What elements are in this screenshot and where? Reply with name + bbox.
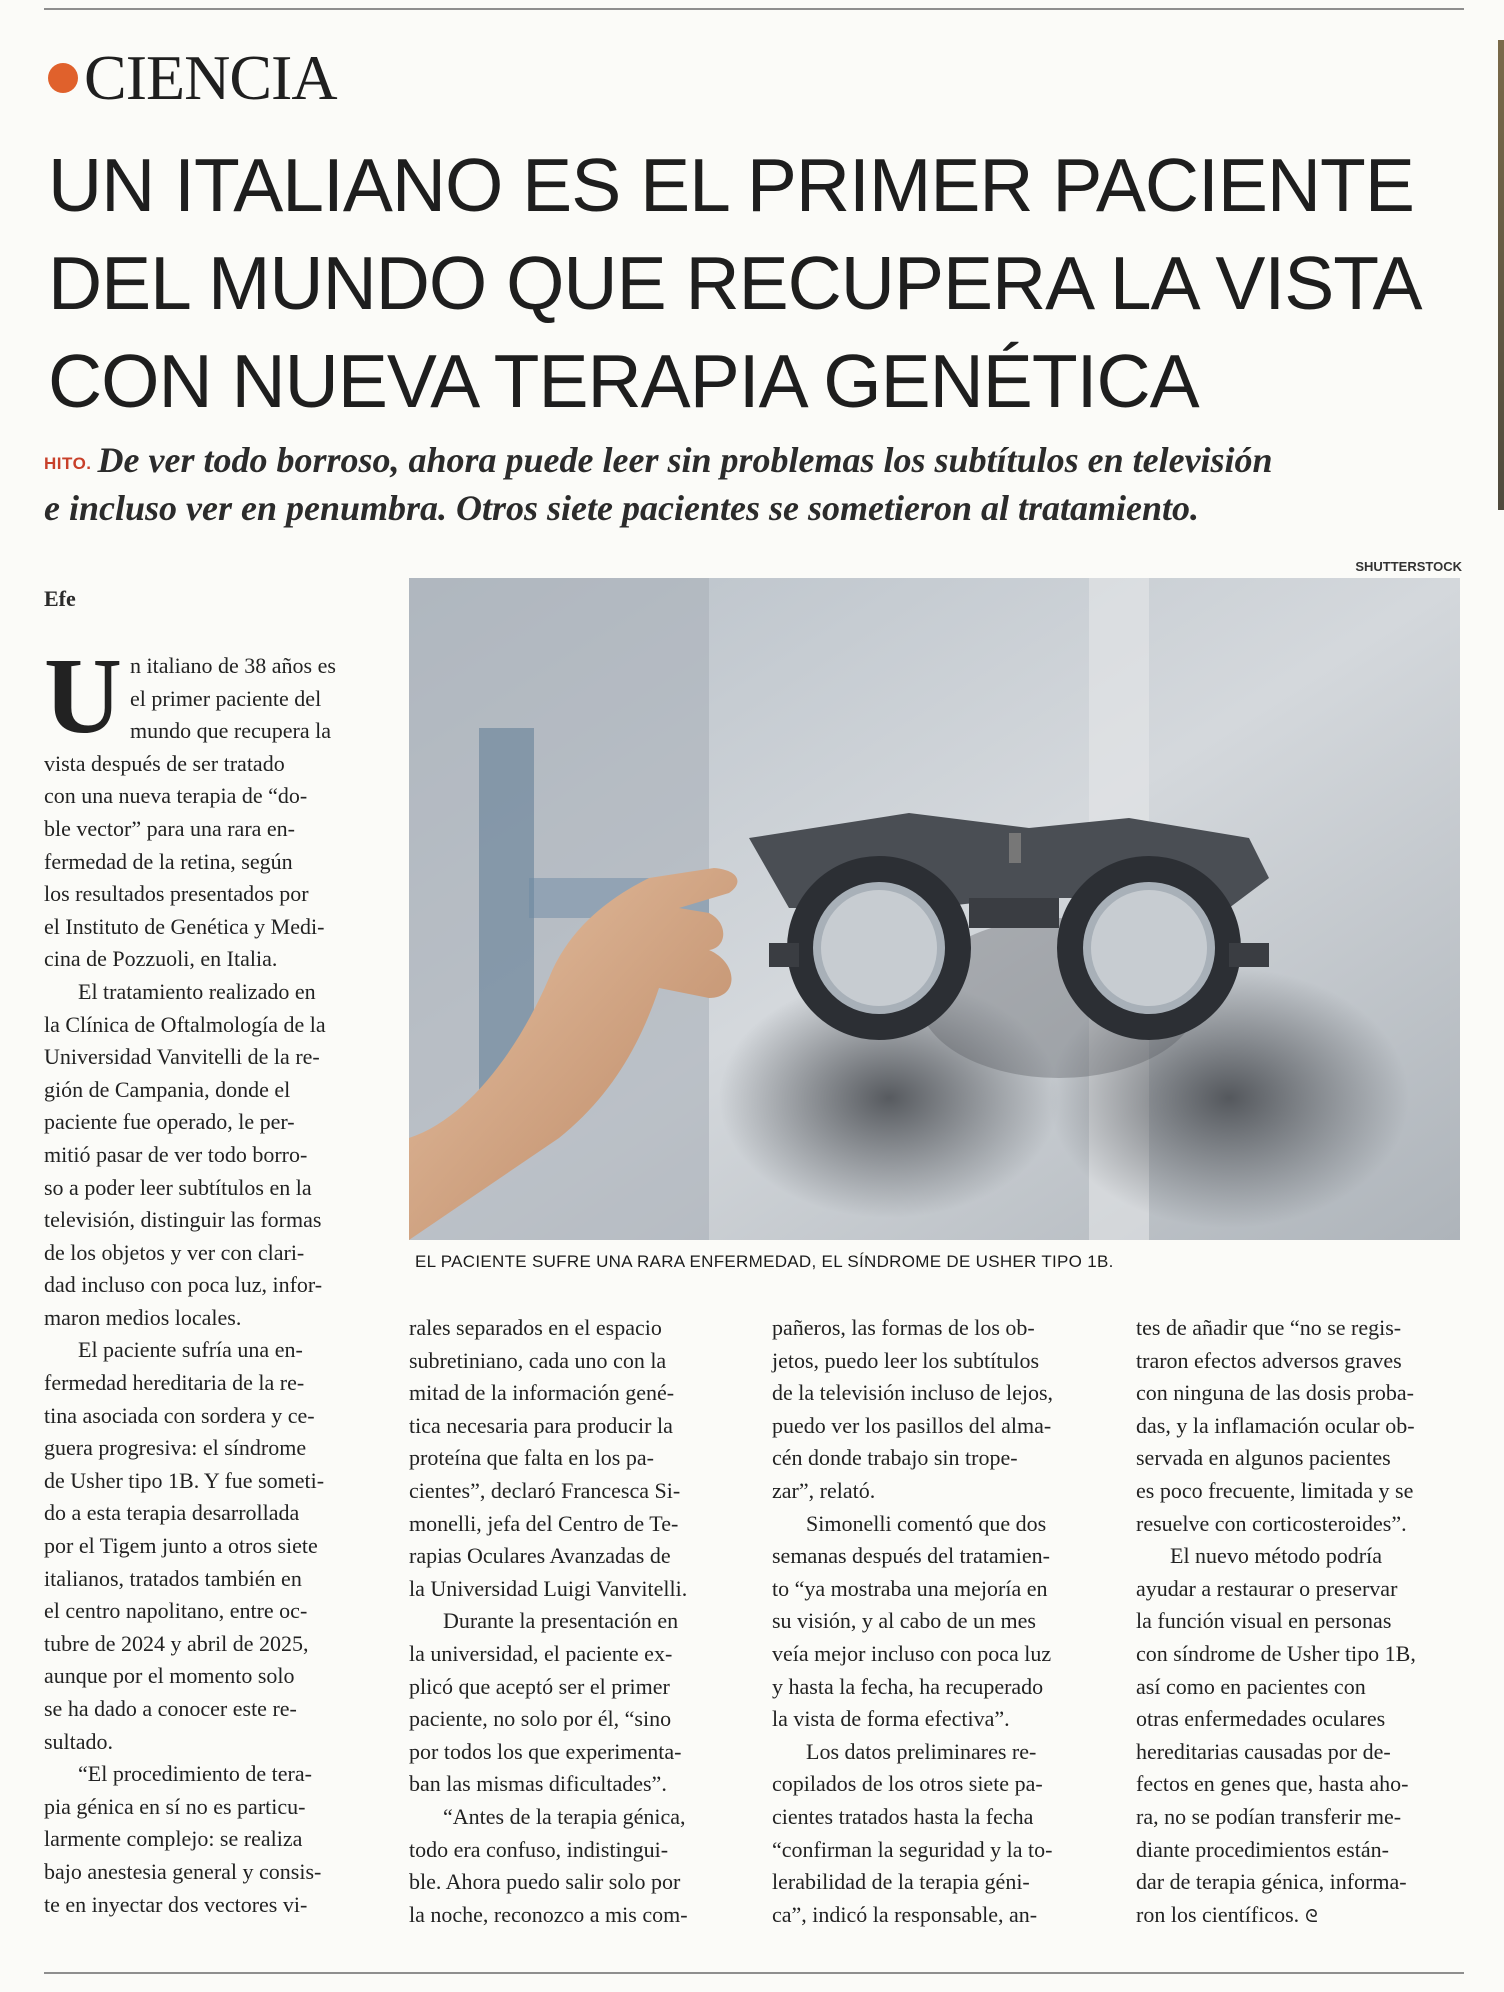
text-line: de la televisión incluso de lejos, [772, 1380, 1054, 1406]
text-line: ble. Ahora puedo salir solo por [409, 1869, 681, 1895]
text-line: los resultados presentados por [44, 881, 309, 907]
text-line: cén donde trabajo sin trope- [772, 1445, 1018, 1471]
text-line: la noche, reconozco a mis com- [409, 1901, 688, 1927]
headline-line: DEL MUNDO QUE RECUPERA LA VISTA [48, 241, 1422, 325]
text-line: todo era confuso, indistingui- [409, 1836, 669, 1862]
text-line: cientes”, declaró Francesca Si- [409, 1477, 681, 1503]
text-line: hereditarias causadas por de- [1136, 1738, 1391, 1764]
last-line-text: ron los científicos. [1136, 1901, 1300, 1927]
text-line: vista después de ser tratado [44, 750, 285, 776]
text-line: proteína que falta en los pa- [409, 1445, 654, 1471]
text-line: ca”, indicó la responsable, an- [772, 1901, 1038, 1927]
paragraph [1136, 1312, 1466, 1540]
text-line: por todos los que experimenta- [409, 1738, 682, 1764]
paragraph [409, 1801, 739, 1931]
text-line: el centro napolitano, entre oc- [44, 1598, 308, 1624]
text-line: bajo anestesia general y consis- [44, 1858, 322, 1884]
paragraph [772, 1508, 1102, 1736]
paragraph [772, 1312, 1102, 1508]
text-line: paciente fue operado, le per- [44, 1109, 295, 1135]
text-line: puedo ver los pasillos del alma- [772, 1412, 1052, 1438]
text-line: El nuevo método podría [1170, 1543, 1383, 1569]
text-line: gión de Campania, donde el [44, 1076, 291, 1102]
text-line: de Usher tipo 1B. Y fue someti- [44, 1467, 325, 1493]
text-line: veía mejor incluso con poca luz [772, 1640, 1052, 1666]
deck-line-text: De ver todo borroso, ahora puede leer sin problemas los subtítulos en televisión [97, 440, 1273, 480]
end-mark-icon: ᘓ [1305, 1905, 1318, 1927]
text-line: Universidad Vanvitelli de la re- [44, 1044, 320, 1070]
article-column-2 [409, 1312, 739, 1931]
text-line: sultado. [44, 1728, 114, 1754]
text-line: fectos en genes que, hasta aho- [1136, 1771, 1409, 1797]
paragraph [772, 1736, 1102, 1932]
text-line: “Antes de la terapia génica, [443, 1803, 686, 1829]
bottom-rule [44, 1972, 1464, 1974]
deck-tag: HITO. [44, 454, 92, 473]
text-line: el primer paciente del [130, 685, 322, 711]
text-line: rales separados en el espacio [409, 1315, 662, 1340]
paragraph [1136, 1540, 1466, 1933]
text-line: El paciente sufría una en- [78, 1337, 303, 1363]
text-line: y hasta la fecha, ha recuperado [772, 1673, 1044, 1699]
headline-line: UN ITALIANO ES EL PRIMER PACIENTE [48, 143, 1414, 227]
photo-credit: SHUTTERSTOCK [1355, 559, 1462, 574]
text-line: paciente, no solo por él, “sino [409, 1706, 672, 1732]
text-line: pia génica en sí no es particu- [44, 1793, 306, 1819]
photo-caption: EL PACIENTE SUFRE UNA RARA ENFERMEDAD, EL SÍNDROME DE USHER TIPO 1B. [415, 1252, 1114, 1271]
text-line: la Universidad Luigi Vanvitelli. [409, 1575, 688, 1601]
text-line: n italiano de 38 años es [130, 653, 336, 678]
text-line: “confirman la seguridad y la to- [772, 1836, 1053, 1862]
text-line: zar”, relató. [772, 1477, 876, 1503]
text-line: se ha dado a conocer este re- [44, 1696, 297, 1721]
text-line: televisión, distinguir las formas [44, 1207, 322, 1233]
paragraph [44, 1334, 374, 1758]
text-line: traron efectos adversos graves [1136, 1347, 1402, 1373]
text-line: ban las mismas dificultades”. [409, 1771, 667, 1797]
paragraph [409, 1605, 739, 1801]
text-line: El tratamiento realizado en [78, 978, 316, 1004]
deck-line: e incluso ver en penumbra. Otros siete pacientes se sometieron al tratamiento. [44, 488, 1199, 528]
paragraph [409, 1312, 739, 1605]
text-line: es poco frecuente, limitada y se [1136, 1477, 1414, 1503]
byline: Efe [44, 586, 76, 611]
text-line: dar de terapia génica, informa- [1136, 1869, 1407, 1895]
text-line: ra, no se podían transferir me- [1136, 1803, 1402, 1829]
text-line: Simonelli comentó que dos [806, 1510, 1047, 1536]
article-photo [409, 578, 1460, 1240]
text-line: otras enfermedades oculares [1136, 1706, 1386, 1732]
text-line: copilados de los otros siete pa- [772, 1771, 1043, 1797]
drop-cap: U [44, 637, 122, 756]
text-line: te en inyectar dos vectores vi- [44, 1891, 308, 1917]
text-line: tes de añadir que “no se regis- [1136, 1315, 1402, 1340]
text-line: larmente complejo: se realiza [44, 1826, 303, 1852]
text-line: lerabilidad de la terapia géni- [772, 1869, 1030, 1895]
text-line: tina asociada con sordera y ce- [44, 1402, 315, 1428]
article-column-4 [1136, 1312, 1466, 1933]
top-rule [44, 8, 1464, 10]
text-line: to “ya mostraba una mejoría en [772, 1575, 1048, 1601]
text-line [1136, 1899, 1466, 1934]
text-line: cina de Pozzuoli, en Italia. [44, 946, 278, 972]
text-line: cientes tratados hasta la fecha [772, 1803, 1034, 1829]
text-line: so a poder leer subtítulos en la [44, 1174, 312, 1200]
headline [48, 136, 1468, 430]
text-line: de los objetos y ver con clari- [44, 1239, 305, 1265]
text-line: su visión, y al cabo de un mes [772, 1608, 1036, 1634]
text-line: guera progresiva: el síndrome [44, 1435, 307, 1461]
text-line: servada en algunos pacientes [1136, 1445, 1391, 1471]
paragraph [44, 637, 374, 976]
text-line: fermedad de la retina, según [44, 848, 293, 874]
text-line: la Clínica de Oftalmología de la [44, 1011, 326, 1037]
text-line: así como en pacientes con [1136, 1673, 1366, 1699]
text-line: la universidad, el paciente ex- [409, 1640, 673, 1666]
deck-subtitle [44, 438, 1464, 530]
text-line: mitad de la información gené- [409, 1380, 675, 1406]
text-line: tica necesaria para producir la [409, 1412, 673, 1438]
text-line: mitió pasar de ver todo borro- [44, 1141, 308, 1167]
text-line: el Instituto de Genética y Medi- [44, 913, 325, 939]
text-line: por el Tigem junto a otros siete [44, 1533, 318, 1559]
text-line: das, y la inflamación ocular ob- [1136, 1412, 1415, 1438]
section-header [48, 38, 337, 118]
section-label: CIENCIA [84, 42, 337, 113]
paragraph [44, 976, 374, 1335]
text-line: subretiniano, cada uno con la [409, 1347, 667, 1373]
text-line: fermedad hereditaria de la re- [44, 1370, 305, 1396]
text-line: maron medios locales. [44, 1304, 242, 1330]
text-line: “El procedimiento de tera- [78, 1761, 312, 1787]
text-line: Los datos preliminares re- [806, 1738, 1037, 1764]
text-line: ayudar a restaurar o preservar [1136, 1575, 1398, 1601]
text-line: Durante la presentación en [443, 1608, 679, 1634]
text-line: mundo que recupera la [130, 718, 331, 744]
text-line: ble vector” para una rara en- [44, 815, 296, 841]
article-column-3 [772, 1312, 1102, 1931]
text-line: jetos, puedo leer los subtítulos [772, 1347, 1040, 1373]
text-line: pañeros, las formas de los ob- [772, 1315, 1035, 1340]
text-line: dad incluso con poca luz, infor- [44, 1272, 323, 1298]
text-line: la vista de forma efectiva”. [772, 1706, 1010, 1732]
text-line: con ninguna de las dosis proba- [1136, 1380, 1414, 1406]
text-line: rapias Oculares Avanzadas de [409, 1543, 671, 1569]
paragraph [44, 1758, 374, 1921]
text-line: aunque por el momento solo [44, 1663, 295, 1689]
text-line: con síndrome de Usher tipo 1B, [1136, 1640, 1416, 1666]
article-column-1 [44, 637, 374, 1921]
section-dot-icon [48, 63, 78, 93]
text-line: do a esta terapia desarrollada [44, 1500, 300, 1526]
headline-line: CON NUEVA TERAPIA GENÉTICA [48, 339, 1199, 423]
text-line: plicó que aceptó ser el primer [409, 1673, 670, 1699]
text-line: italianos, tratados también en [44, 1565, 302, 1591]
text-line: semanas después del tratamien- [772, 1543, 1050, 1569]
text-line: con una nueva terapia de “do- [44, 783, 308, 809]
text-line: resuelve con corticosteroides”. [1136, 1510, 1407, 1536]
text-line: tubre de 2024 y abril de 2025, [44, 1630, 309, 1656]
text-line: la función visual en personas [1136, 1608, 1392, 1634]
adjacent-page-edge [1498, 40, 1504, 510]
text-line: diante procedimientos están- [1136, 1836, 1389, 1862]
text-line: monelli, jefa del Centro de Te- [409, 1510, 679, 1536]
deck-line [44, 438, 1464, 486]
